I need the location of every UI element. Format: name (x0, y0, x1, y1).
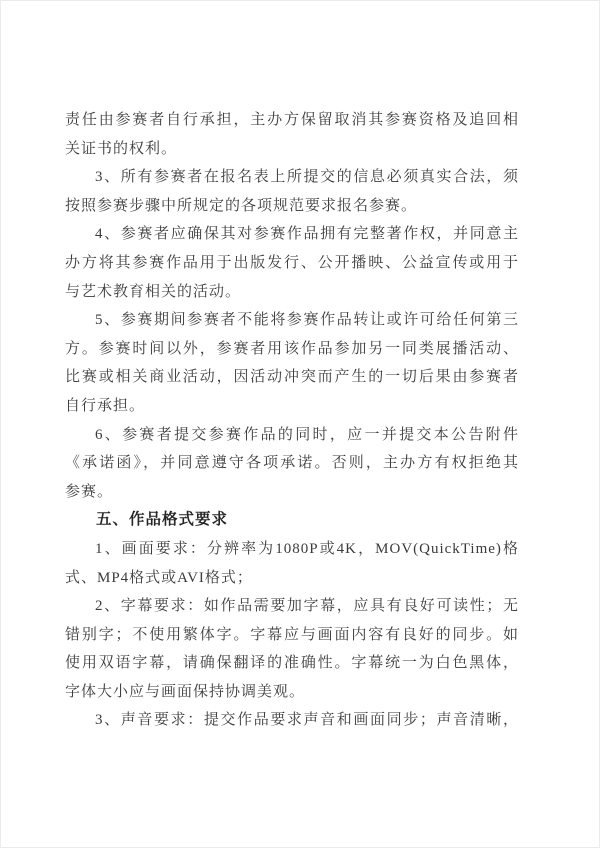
document-text-block (65, 106, 519, 735)
text-line: 参赛。 (65, 483, 114, 500)
text-line: 6、参赛者提交参赛作品的同时，应一并提交本公告附件 (95, 426, 519, 443)
text-line: 《承诺函》，并同意遵守各项承诺。否则，主办方有权拒绝其 (65, 455, 519, 472)
text-line: 错别字；不使用繁体字。字幕应与画面内容有良好的同步。如 (65, 626, 519, 643)
text-line: 3、所有参赛者在报名表上所提交的信息必须真实合法，须 (95, 169, 519, 186)
text-line: 比赛或相关商业活动，因活动冲突而产生的一切后果由参赛者 (65, 369, 519, 386)
text-line: 与艺术教育相关的活动。 (65, 283, 242, 300)
text-line: 方。参赛时间以外，参赛者用该作品参加另一同类展播活动、 (65, 340, 519, 357)
text-line: 自行承担。 (65, 397, 146, 414)
text-line: 使用双语字幕，请确保翻译的准确性。字幕统一为白色黑体， (65, 655, 519, 672)
text-line: 1、画面要求：分辨率为1080P或4K，MOV(QuickTime)格 (95, 540, 519, 557)
text-line: 责任由参赛者自行承担，主办方保留取消其参赛资格及追回相 (65, 112, 519, 128)
section-heading: 五、作品格式要求 (96, 511, 229, 529)
text-line: 字体大小应与画面保持协调美观。 (65, 683, 306, 700)
text-line: 办方将其参赛作品用于出版发行、公开播映、公益宣传或用于 (65, 254, 519, 271)
text-line: 关证书的权利。 (65, 140, 178, 157)
text-line: 2、字幕要求：如作品需要加字幕，应具有良好可读性；无 (95, 598, 519, 615)
text-line: 3、声音要求：提交作品要求声音和画面同步；声音清晰， (95, 712, 519, 729)
text-line: 按照参赛步骤中所规定的各项规范要求报名参赛。 (65, 197, 418, 214)
text-line: 式、MP4格式或AVI格式； (65, 569, 253, 586)
text-line: 5、参赛期间参赛者不能将参赛作品转让或许可给任何第三 (95, 312, 519, 329)
text-line: 4、参赛者应确保其对参赛作品拥有完整著作权，并同意主 (95, 226, 519, 243)
